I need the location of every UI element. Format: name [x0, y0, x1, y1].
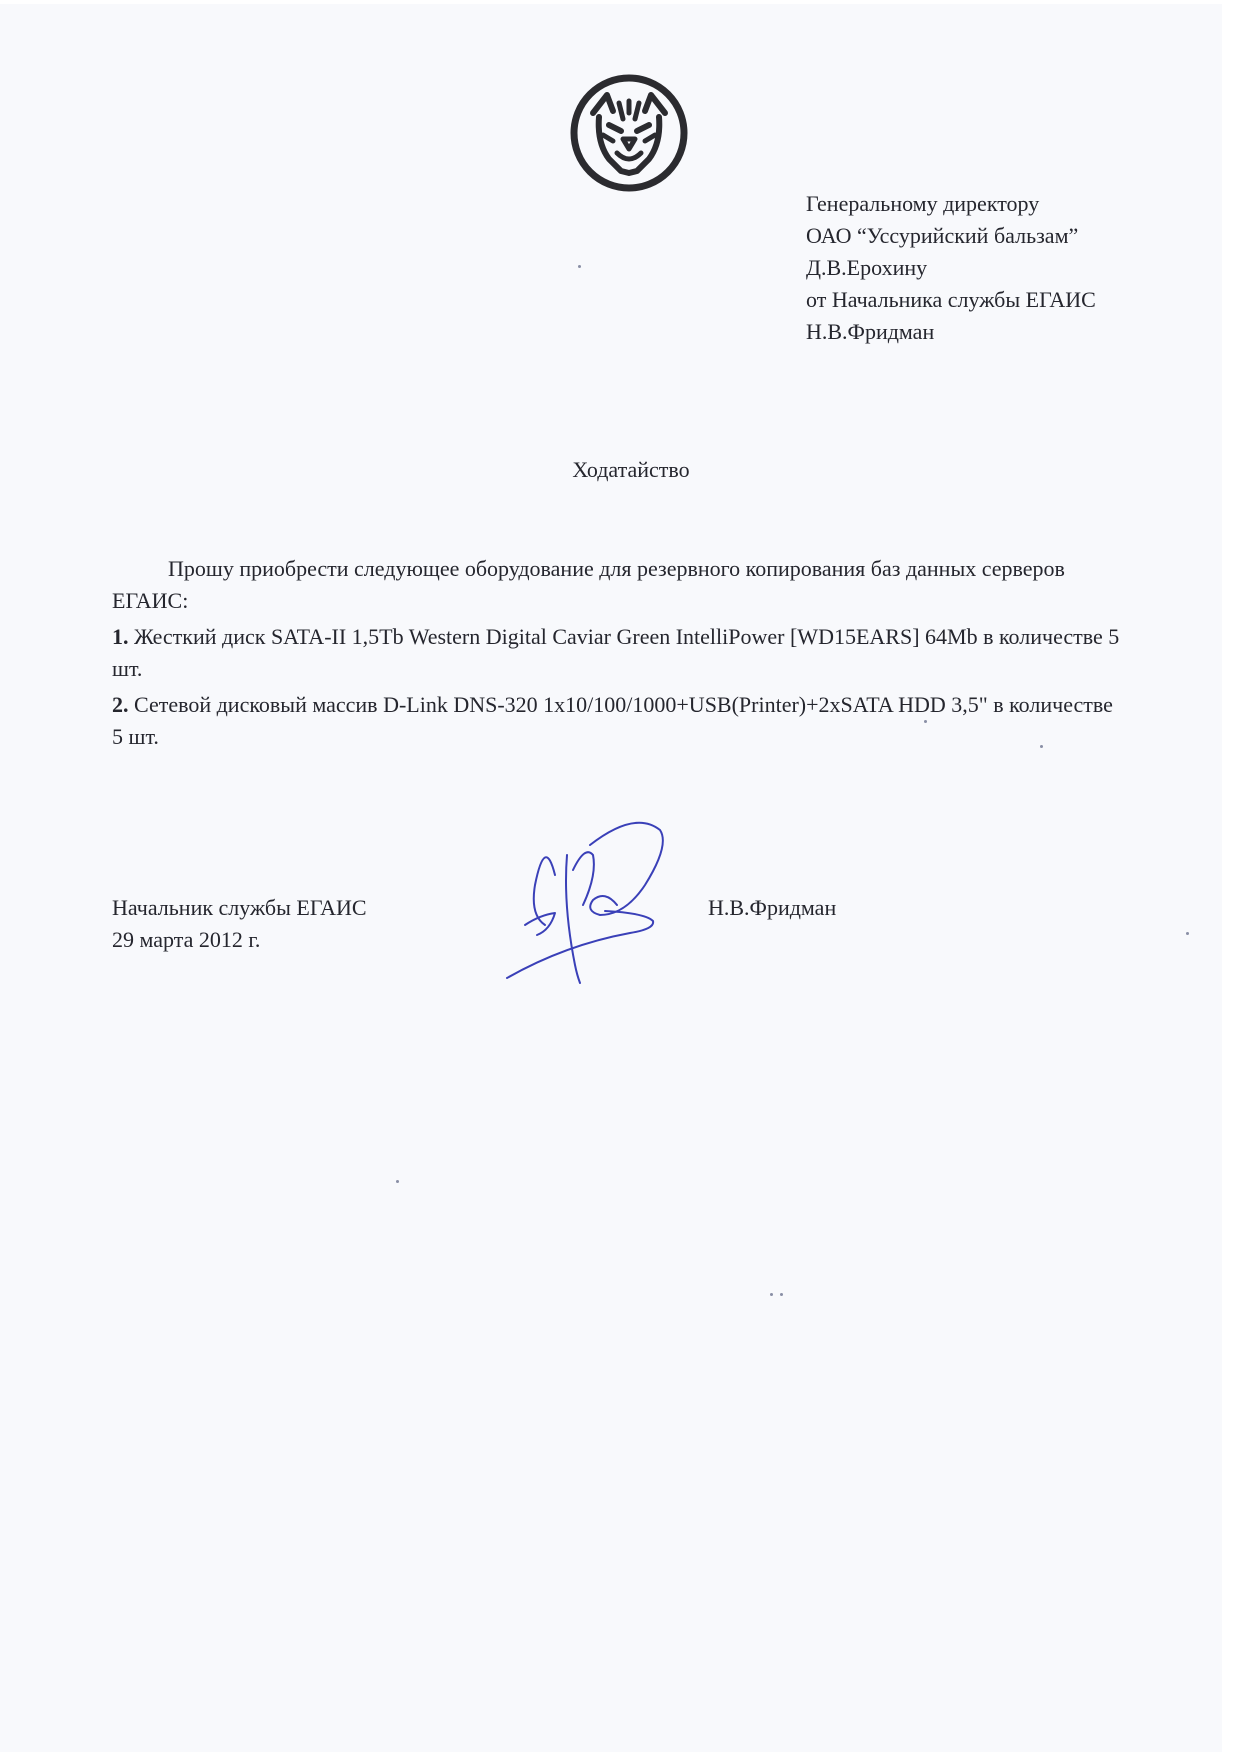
item-number: 2. — [112, 692, 129, 717]
signoff-position: Начальник службы ЕГАИС — [112, 895, 367, 920]
scan-speck — [924, 720, 927, 723]
addressee-line: ОАО “Уссурийский бальзам” — [806, 223, 1079, 248]
list-item — [112, 621, 1124, 685]
signoff-name: Н.В.Фридман — [708, 895, 837, 920]
scan-speck — [1040, 745, 1043, 748]
document-body — [112, 553, 1124, 753]
item-text: Жесткий диск SATA-II 1,5Tb Western Digital Caviar Green IntelliPower [WD15EARS] 64Mb в количестве 5 шт. — [112, 624, 1120, 681]
intro-paragraph: Прошу приобрести следующее оборудование для резервного копирования баз данных серверов ЕГАИС: — [112, 556, 1065, 613]
signoff-block — [112, 892, 367, 956]
addressee-line: Д.В.Ерохину — [806, 255, 928, 280]
addressee-line: от Начальника службы ЕГАИС — [806, 287, 1096, 312]
document-title: Ходатайство — [572, 457, 690, 482]
scan-edge-top — [0, 0, 1240, 4]
item-text: Сетевой дисковый массив D-Link DNS-320 1x10/100/1000+USB(Printer)+2xSATA HDD 3,5" в количестве 5 шт. — [112, 692, 1113, 749]
scan-speck — [578, 265, 581, 268]
signoff-date: 29 марта 2012 г. — [112, 927, 261, 952]
addressee-line: Генеральному директору — [806, 191, 1040, 216]
handwritten-signature — [505, 815, 695, 990]
scan-edge-right — [1222, 0, 1240, 1752]
list-item — [112, 689, 1124, 753]
scan-speck — [780, 1293, 783, 1296]
scan-speck — [396, 1180, 399, 1183]
scan-speck — [1186, 932, 1189, 935]
item-number: 1. — [112, 624, 129, 649]
tiger-head-emblem-icon — [569, 73, 689, 193]
addressee-block — [806, 188, 1206, 348]
scan-speck — [770, 1293, 773, 1296]
addressee-line: Н.В.Фридман — [806, 319, 935, 344]
